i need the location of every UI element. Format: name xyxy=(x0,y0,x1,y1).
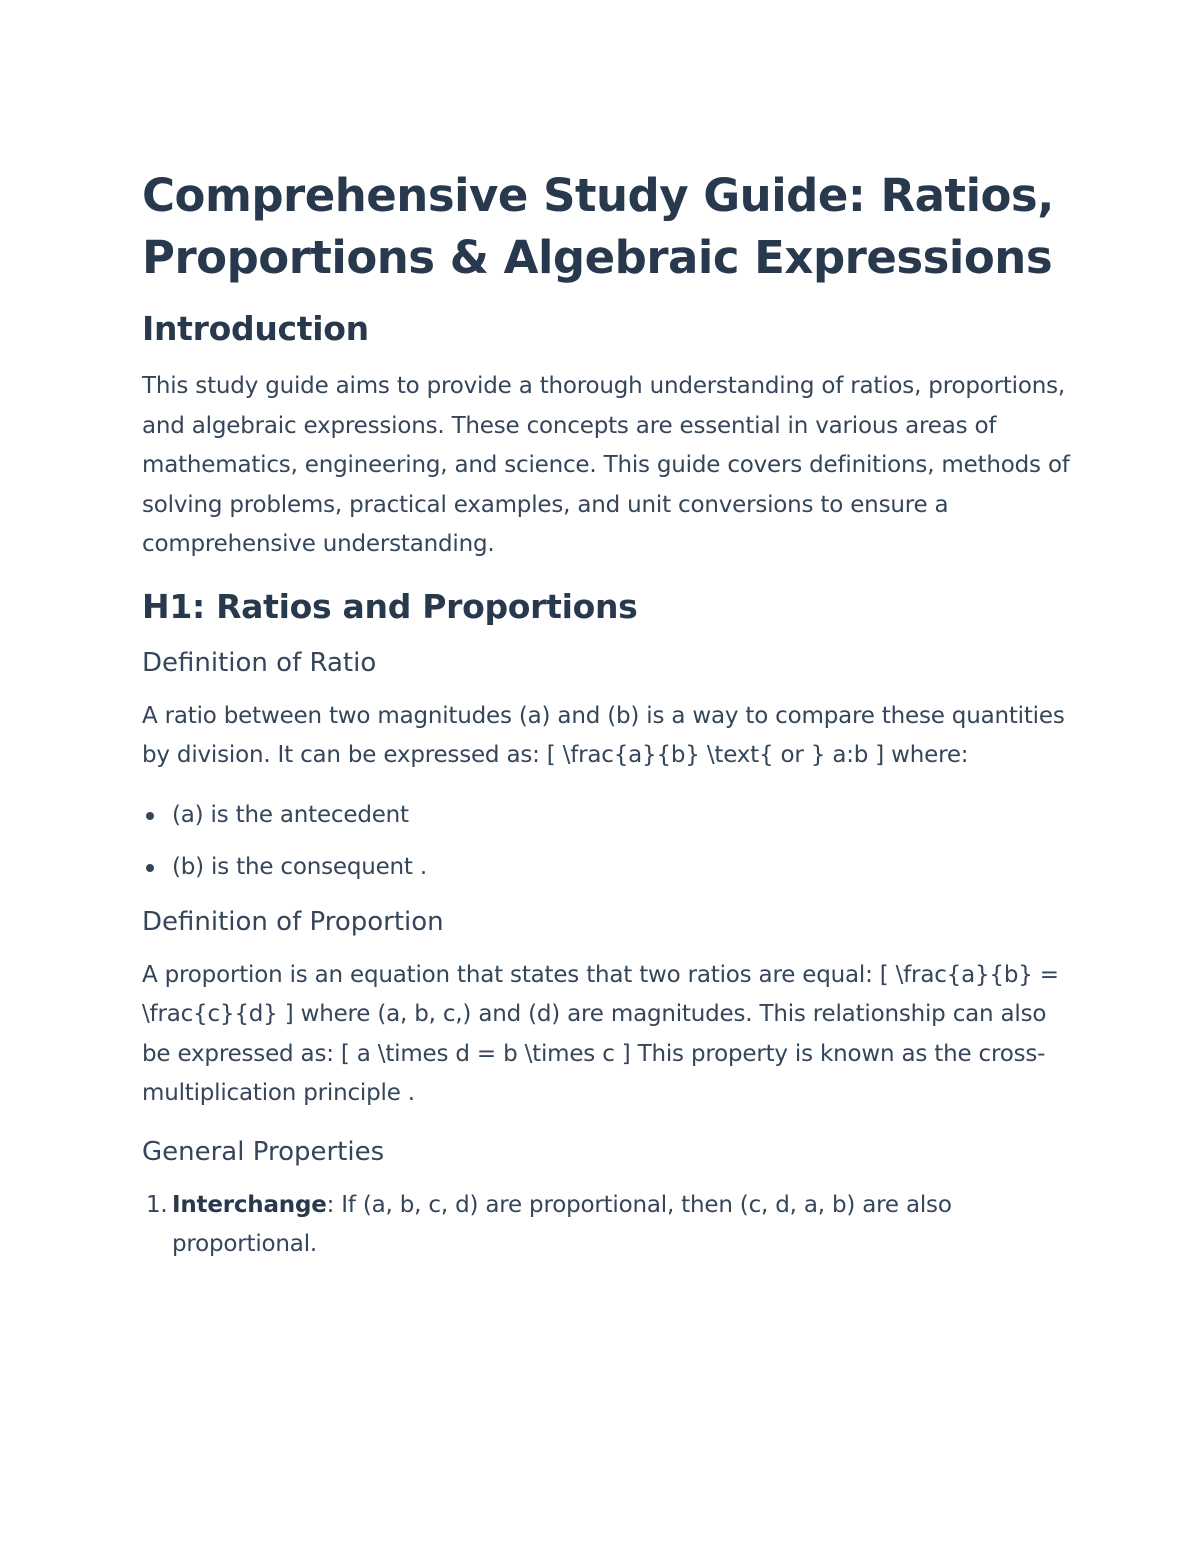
list-item xyxy=(142,1186,1072,1265)
ratios-proportions-section xyxy=(142,585,1072,1265)
list-item xyxy=(142,848,1072,888)
introduction-text: This study guide aims to provide a thorough understanding of ratios, proportions, and algebraic expressions. These concepts are essential in various areas of mathematics, engineering, and science. This guide covers definitions, methods of solving problems, practical examples, and unit conversions to ensure a comprehensive understanding. xyxy=(142,373,1070,557)
document-page xyxy=(142,165,1072,1281)
general-properties-heading: General Properties xyxy=(142,1136,385,1167)
proportion-definition-text: A proportion is an equation that states that two ratios are equal: [ \frac{a}{b} = \frac{c}{d} ] where (a, b, c,) and (d) are magnitudes. This relationship can also be expressed as: [ a \times d = b \times c ] This property is known as the cross-multiplication principle . xyxy=(142,961,1059,1106)
bullet-icon xyxy=(146,812,154,820)
introduction-heading: Introduction xyxy=(142,309,369,348)
list-item-text: (a) is the antecedent xyxy=(172,801,409,828)
list-item-text: (b) is the consequent . xyxy=(172,854,427,880)
list-item xyxy=(142,796,1072,836)
ratio-terms-list xyxy=(142,796,1072,888)
proportion-definition-heading: Definition of Proportion xyxy=(142,906,444,937)
document-title: Comprehensive Study Guide: Ratios, Proportions & Algebraic Expressions xyxy=(142,169,1054,284)
property-text: : If (a, b, c, d) are proportional, then (c, d, a, b) are also proportional. xyxy=(172,1191,952,1257)
ratio-definition-heading: Definition of Ratio xyxy=(142,647,377,678)
general-properties-list xyxy=(142,1186,1072,1265)
ratios-proportions-heading: H1: Ratios and Proportions xyxy=(142,586,638,626)
introduction-section xyxy=(142,307,1072,565)
property-term: Interchange xyxy=(172,1191,327,1218)
bullet-icon xyxy=(146,864,154,872)
ratio-definition-text: A ratio between two magnitudes (a) and (b) is a way to compare these quantities by division. It can be expressed as: [ \frac{a}{b} \text{ or } a:b ] where: xyxy=(142,702,1065,768)
list-item-number: 1. xyxy=(146,1191,168,1218)
